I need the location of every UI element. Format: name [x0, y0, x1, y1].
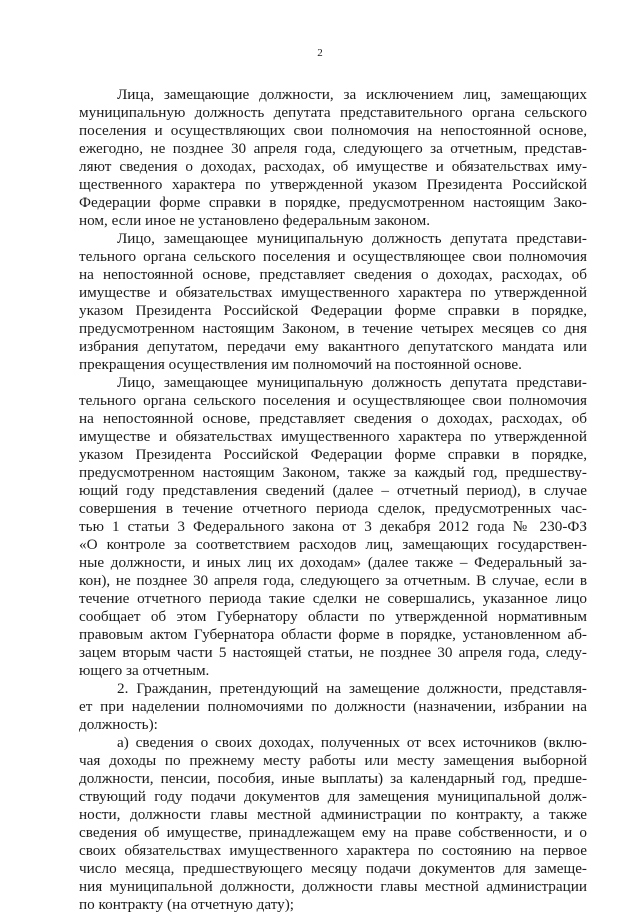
text-line: своих обязательствах имущественного характера по состоянию на первое — [79, 842, 587, 859]
text-line: избрания депутатом, передачи ему вакантного депутатского мандата или — [79, 338, 587, 355]
text-line: ляют сведения о доходах, расходах, об имуществе и обязательствах иму- — [79, 158, 587, 175]
text-line: ет при наделении полномочиями по должности (назначении, избрании на — [79, 698, 587, 715]
text-line: тельного органа сельского поселения и осуществляющее свои полномочия — [79, 248, 587, 265]
text-line: сообщает об этом Губернатору области по утвержденной нормативным — [79, 608, 587, 625]
text-line: правовым актом Губернатора области форме в порядке, установленном аб- — [79, 626, 587, 643]
text-line: должности, пенсии, пособия, иные выплаты) за календарный год, предше- — [79, 770, 587, 787]
text-line: на непостоянной основе, представляет сведения о доходах, расходах, об — [79, 266, 587, 283]
text-line: ные должности, и иных лиц их доходам» (далее также – Федеральный за- — [79, 554, 587, 571]
text-line: совершения в течение отчетного периода сделок, предусмотренных час- — [79, 500, 587, 517]
text-line: указом Президента Российской Федерации форме справки в порядке, — [79, 446, 587, 463]
document-body — [79, 86, 587, 914]
text-line: муниципальную должность депутата представительного органа сельского — [79, 104, 587, 121]
paragraph — [79, 680, 587, 734]
text-line: ности, должности главы местной администрации по контракту, а также — [79, 806, 587, 823]
text-line: по контракту (на отчетную дату); — [79, 896, 295, 913]
text-line: имуществе и обязательствах имущественного характера по утвержденной — [79, 284, 587, 301]
text-line: щественного характера по утвержденной указом Президента Российской — [79, 176, 587, 193]
text-line: а) сведения о своих доходах, полученных от всех источников (вклю- — [117, 734, 587, 751]
text-line: указом Президента Российской Федерации форме справки в порядке, — [79, 302, 587, 319]
paragraph — [79, 86, 587, 230]
text-line: предусмотренном настоящим Законом, также за каждый год, предшеству- — [79, 464, 587, 481]
text-line: предусмотренном настоящим Законом, в течение четырех месяцев со дня — [79, 320, 587, 337]
text-line: прекращения осуществления им полномочий на постоянной основе. — [79, 356, 522, 373]
text-line: имуществе и обязательствах имущественного характера по утвержденной — [79, 428, 587, 445]
text-line: число месяца, предшествующего месяцу подачи документов для замеще- — [79, 860, 587, 877]
text-line: Лицо, замещающее муниципальную должность депутата представи- — [117, 374, 587, 391]
text-line: ном, если иное не установлено федеральным законом. — [79, 212, 431, 229]
text-line: кон), не позднее 30 апреля года, следующего за отчетным. В случае, если в — [79, 572, 587, 589]
text-line: Лицо, замещающее муниципальную должность депутата представи- — [117, 230, 587, 247]
text-line: Лица, замещающие должности, за исключением лиц, замещающих — [117, 86, 587, 103]
text-line: сведения об имуществе, принадлежащем ему на праве собственности, и о — [79, 824, 587, 841]
text-line: ющего за отчетным. — [79, 662, 210, 679]
text-line: 2. Гражданин, претендующий на замещение должности, представля- — [117, 680, 587, 697]
text-line: на непостоянной основе, представляет сведения о доходах, расходах, об — [79, 410, 587, 427]
text-line: поселения и осуществляющих свои полномочия на непостоянной основе, — [79, 122, 587, 139]
text-line: должность): — [79, 716, 158, 733]
paragraph — [79, 734, 587, 914]
text-line: «О контроле за соответствием расходов лиц, замещающих государствен- — [79, 536, 587, 553]
text-line: Федерации форме справки в порядке, предусмотренном настоящим Зако- — [79, 194, 587, 211]
text-line: течение отчетного периода такие сделки не совершались, указанное лицо — [79, 590, 587, 607]
text-line: ежегодно, не позднее 30 апреля года, следующего за отчетным, представ- — [79, 140, 587, 157]
text-line: ствующий году подачи документов для замещения муниципальной долж- — [79, 788, 587, 805]
text-line: зацем вторым части 5 настоящей статьи, не позднее 30 апреля года, следу- — [79, 644, 587, 661]
text-line: тельного органа сельского поселения и осуществляющее свои полномочия — [79, 392, 587, 409]
text-line: тью 1 статьи 3 Федерального закона от 3 декабря 2012 года № 230-ФЗ — [79, 518, 587, 535]
paragraph — [79, 374, 587, 680]
text-line: ющий году представления сведений (далее – отчетный период), в случае — [79, 482, 587, 499]
text-line: чая доходы по прежнему месту работы или месту замещения выборной — [79, 752, 587, 769]
text-line: ния муниципальной должности, должности главы местной администрации — [79, 878, 587, 895]
page-number: 2 — [317, 47, 323, 59]
paragraph — [79, 230, 587, 374]
